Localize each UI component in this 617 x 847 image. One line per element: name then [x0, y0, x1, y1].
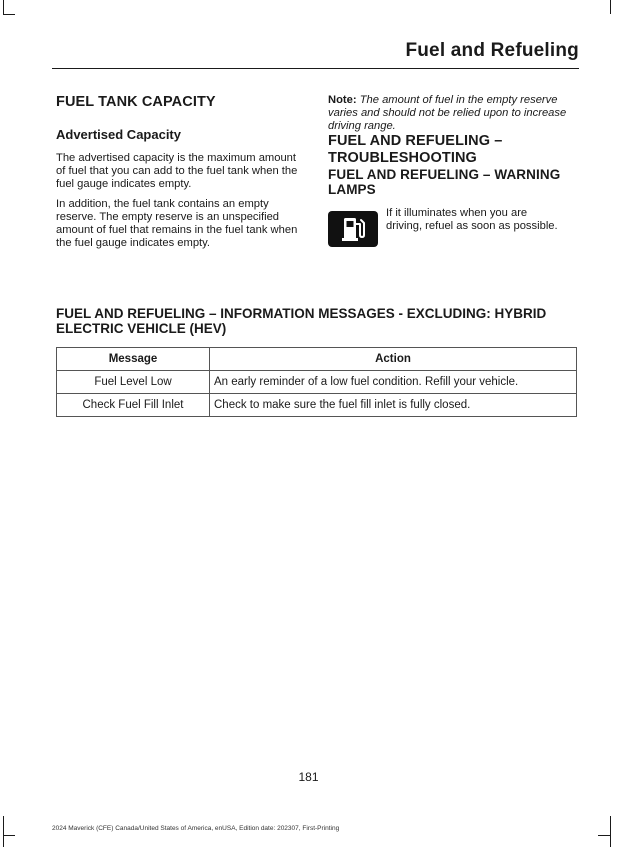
fuel-pump-icon: [328, 211, 378, 247]
footer-edition-info: 2024 Maverick (CFE) Canada/United States of America, enUSA, Edition date: 202307, First-Printing: [52, 825, 340, 832]
troubleshooting-heading: FUEL AND REFUELING – TROUBLESHOOTING: [328, 133, 503, 166]
crop-mark: [598, 835, 610, 836]
action-cell: Check to make sure the fuel fill inlet is fully closed.: [210, 394, 577, 417]
column-header-action: Action: [210, 348, 577, 371]
note: [328, 94, 580, 133]
warning-lamp-entry: [328, 207, 580, 247]
note-label: Note:: [328, 94, 357, 106]
crop-mark: [3, 816, 4, 847]
right-column: [328, 94, 580, 247]
action-cell: An early reminder of a low fuel condition. Refill your vehicle.: [210, 371, 577, 394]
warning-lamps-heading: FUEL AND REFUELING – WARNING LAMPS: [328, 167, 561, 197]
message-cell: Fuel Level Low: [57, 371, 210, 394]
header-divider: [52, 68, 579, 69]
crop-mark: [610, 0, 611, 14]
warning-lamp-text: If it illuminates when you are driving, refuel as soon as possible.: [386, 207, 558, 232]
message-cell: Check Fuel Fill Inlet: [57, 394, 210, 417]
page-title: Fuel and Refueling: [405, 40, 579, 61]
page-number: 181: [298, 770, 319, 784]
column-header-message: Message: [57, 348, 210, 371]
table-row: [57, 394, 577, 417]
crop-mark: [3, 0, 4, 14]
table-header-row: [57, 348, 577, 371]
note-text: The amount of fuel in the empty reserve varies and should not be relied upon to increase driving range.: [328, 94, 567, 132]
paragraph: The advertised capacity is the maximum amount of fuel that you can add to the fuel tank when the fuel gauge indicates empty.: [56, 152, 298, 190]
paragraph: In addition, the fuel tank contains an empty reserve. The empty reserve is an unspecified amount of fuel that remains in the fuel tank when the fuel gauge indicates empty.: [56, 198, 298, 249]
left-column: [56, 94, 306, 257]
crop-mark: [3, 14, 15, 15]
advertised-capacity-subheading: Advertised Capacity: [56, 127, 181, 142]
information-messages-heading: FUEL AND REFUELING – INFORMATION MESSAGES - EXCLUDING: HYBRID ELECTRIC VEHICLE (HEV): [56, 306, 547, 336]
crop-mark: [610, 816, 611, 847]
crop-mark: [3, 835, 15, 836]
table-row: [57, 371, 577, 394]
information-messages-table: [56, 347, 577, 417]
fuel-tank-capacity-heading: FUEL TANK CAPACITY: [56, 94, 216, 110]
